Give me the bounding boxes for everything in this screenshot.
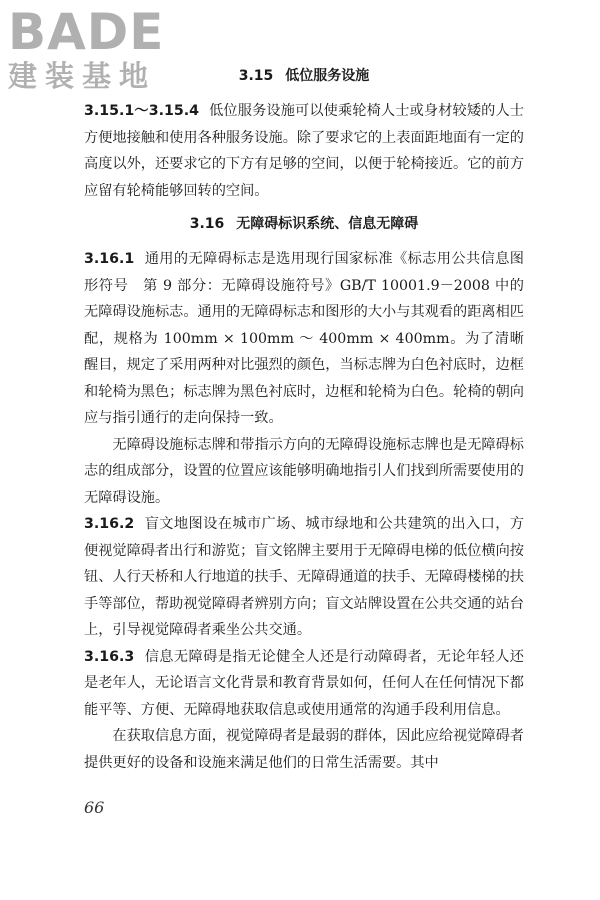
section-number: 3.15: [238, 68, 274, 84]
clause-text: 盲文地图设在城市广场、城市绿地和公共建筑的出入口，方便视觉障碍者出行和游览；盲文铭牌主要用于无障碍电梯的低位横向按钮、人行天桥和人行地道的扶手、无障碍通道的扶手、无障碍楼梯的扶手等部位，帮助视觉障碍者辨别方向；盲文站牌设置在公共交通的站台上，引导视觉障碍者乘坐公共交通。: [84, 516, 524, 638]
clause-paragraph: [84, 644, 524, 724]
clause-text: 信息无障碍是指无论健全人还是行动障碍者，无论年轻人还是老年人，无论语言文化背景和教育背景如何，任何人在任何情况下都能平等、方便、无障碍地获取信息或使用通常的沟通手段利用信息。: [84, 648, 524, 718]
body-paragraph: [84, 432, 524, 512]
page-number: 66: [84, 798, 105, 817]
clause-number: 3.16.1: [84, 251, 135, 267]
clause-number: 3.16.3: [84, 648, 135, 665]
body-paragraph: [84, 723, 524, 776]
logo-text-cn: 建装基地: [8, 59, 157, 93]
section-title: 无障碍标识系统、信息无障碍: [236, 216, 419, 232]
clause-text: 通用的无障碍标志是选用现行国家标准《标志用公共信息图形符号 第 9 部分：无障碍设施符号》GB/T 10001.9－2008 中的无障碍设施标志。通用的无障碍标志和图形的大小与其观看的距离相匹配，规格为 100mm × 100mm ～ 400mm × 400mm。为了清晰醒目，规定了采用两种对比强烈的颜色，当标志牌为白色衬底时，边框和轮椅为黑色；标志牌为黑色衬底时，边框和轮椅为白色。轮椅的朝向应与指引通行的走向保持一致。: [84, 251, 524, 426]
paragraph-text: 在获取信息方面，视觉障碍者是最弱的群体，因此应给视觉障碍者提供更好的设备和设施来满足他们的日常生活需要。其中: [84, 728, 524, 771]
section-heading-3-15: [84, 62, 524, 90]
clause-paragraph: [84, 98, 524, 204]
clause-text: 低位服务设施可以使乘轮椅人士或身材较矮的人士方便地接触和使用各种服务设施。除了要求它的上表面距地面有一定的高度以外，还要求它的下方有足够的空间，以便于轮椅接近。它的前方应留有轮椅能够回转的空间。: [84, 103, 524, 199]
logo-text-en: BADE: [8, 3, 165, 61]
section-number: 3.16: [189, 216, 225, 232]
clause-number: 3.16.2: [84, 516, 135, 532]
document-page: [84, 62, 524, 776]
clause-paragraph: [84, 511, 524, 644]
clause-paragraph: [84, 246, 524, 432]
section-heading-3-16: [84, 210, 524, 238]
paragraph-text: 无障碍设施标志牌和带指示方向的无障碍设施标志牌也是无障碍标志的组成部分，设置的位置应该能够明确地指引人们找到所需要使用的无障碍设施。: [84, 436, 524, 506]
clause-number: 3.15.1～3.15.4: [84, 103, 199, 119]
section-title: 低位服务设施: [285, 68, 370, 84]
